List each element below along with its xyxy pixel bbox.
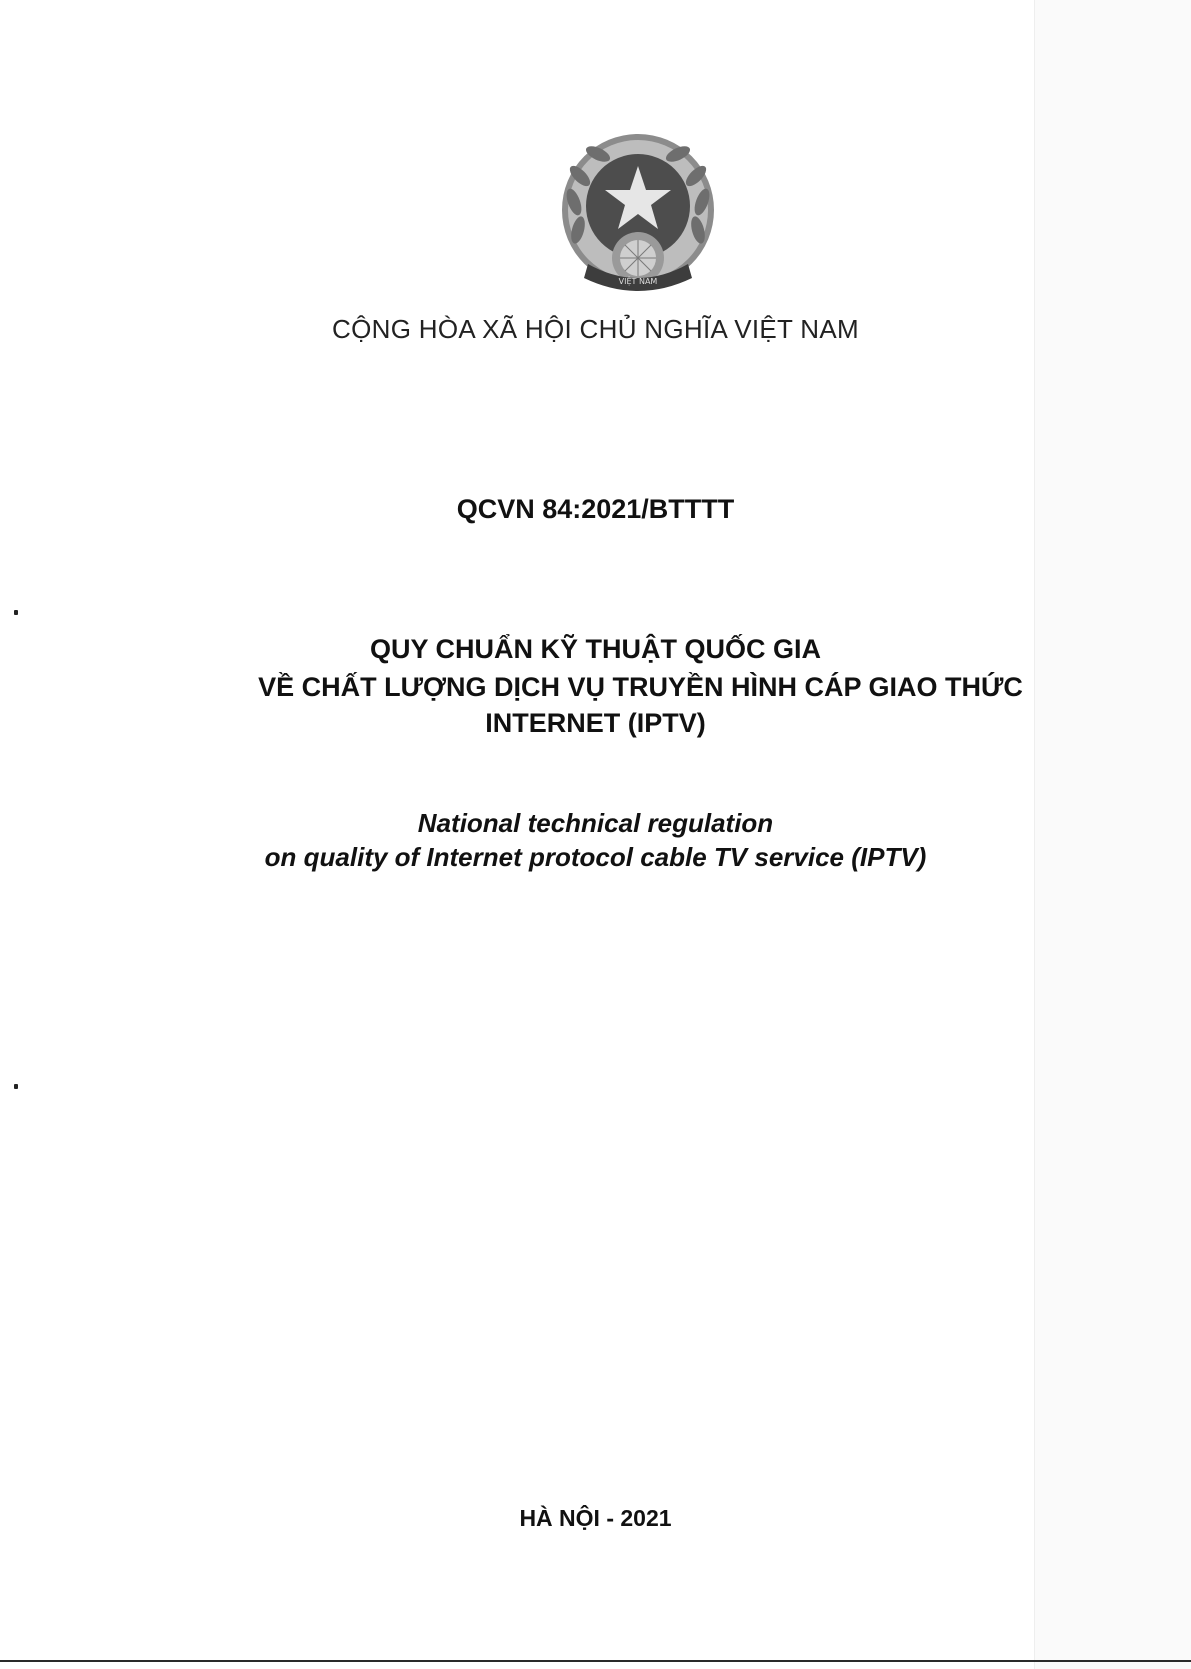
national-emblem-icon — [552, 132, 724, 300]
place-and-year: HÀ NỘI - 2021 — [519, 1505, 672, 1531]
regulation-code: QCVN 84:2021/BTTTT — [456, 494, 735, 524]
english-title-line-1: National technical regulation — [417, 808, 774, 838]
title-line-1: QUY CHUẨN KỸ THUẬT QUỐC GIA — [369, 634, 821, 664]
emblem-ribbon-text: VIỆT NAM — [618, 277, 658, 286]
scan-speck — [14, 610, 18, 615]
title-line-2: VỀ CHẤT LƯỢNG DỊCH VỤ TRUYỀN HÌNH CÁP GIAO THỨC — [258, 672, 1023, 702]
bottom-rule — [0, 1660, 1191, 1662]
english-title-line-2: on quality of Internet protocol cable TV service (IPTV) — [264, 842, 927, 872]
country-name: CỘNG HÒA XÃ HỘI CHỦ NGHĨA VIỆT NAM — [332, 314, 859, 344]
title-line-3: INTERNET (IPTV) — [485, 708, 706, 738]
scan-speck — [14, 1084, 18, 1089]
